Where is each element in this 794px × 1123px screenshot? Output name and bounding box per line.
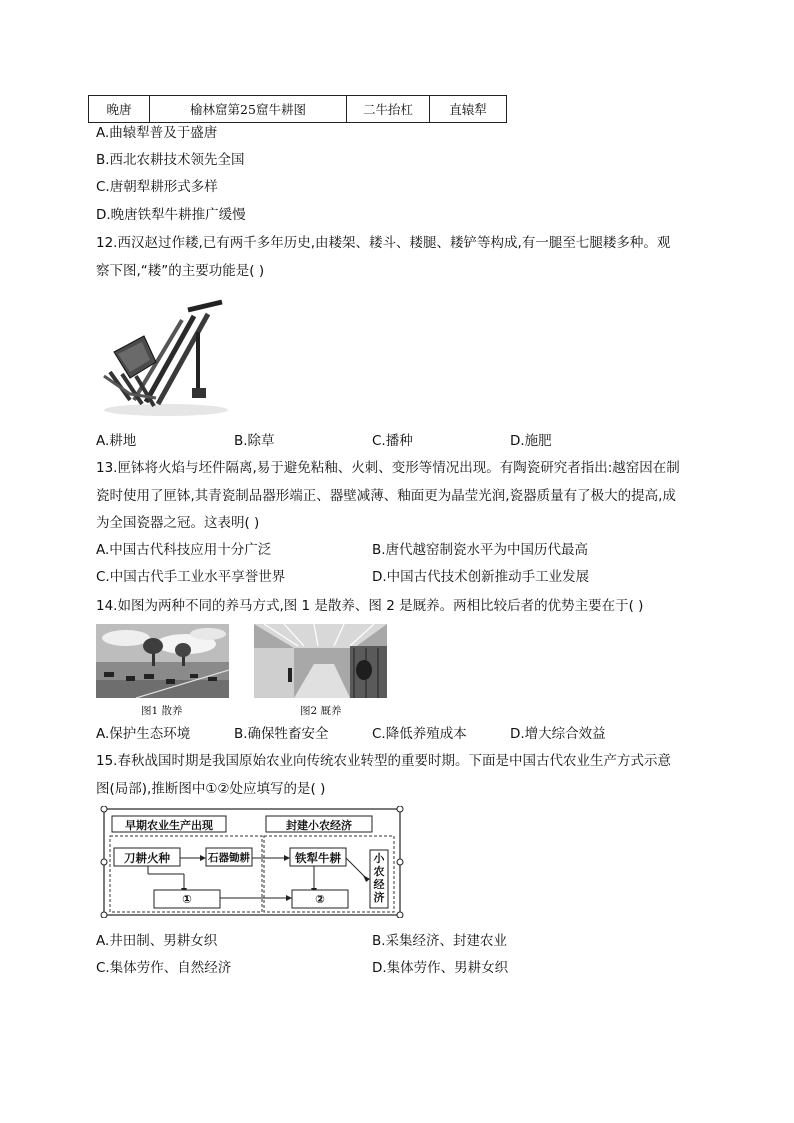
agriculture-diagram [100, 806, 404, 918]
q13-stem-line2: 瓷时使用了匣钵,其青瓷制品器形端正、器壁减薄、釉面更为晶莹光润,瓷器质量有了极大的提高,成 [96, 488, 676, 504]
table-cell-method: 二牛抬杠 [347, 96, 430, 123]
diagram-vertical-char: 小 [373, 852, 385, 865]
q13-stem-line3: 为全国瓷器之冠。这表明( ) [96, 515, 260, 531]
diagram-blank-2: ② [315, 892, 325, 906]
figure1-caption: 图1 散养 [141, 705, 183, 717]
seed-drill-image [96, 292, 236, 420]
q13-option-c[interactable]: C.中国古代手工业水平享誉世界 [96, 569, 286, 585]
q15-stem-line2: 图(局部),推断图中①②处应填写的是( ) [96, 781, 326, 797]
q12-stem-line1: 12.西汉赵过作耧,已有两千多年历史,由耧架、耧斗、耧腿、耧铲等构成,有一腿至七腿耧多种。观 [96, 235, 671, 251]
table-cell-source: 榆林窟第25窟牛耕图 [150, 96, 347, 123]
diagram-box-stone-hoe: 石器锄耕 [208, 852, 250, 864]
q11-option-d[interactable]: D.晚唐铁犁牛耕推广缓慢 [96, 207, 246, 223]
q15-option-c[interactable]: C.集体劳作、自然经济 [96, 960, 232, 976]
q12-option-d[interactable]: D.施肥 [510, 433, 552, 449]
q12-option-a[interactable]: A.耕地 [96, 433, 137, 449]
q13-option-b[interactable]: B.唐代越窑制瓷水平为中国历代最高 [372, 542, 589, 558]
q13-option-d[interactable]: D.中国古代技术创新推动手工业发展 [372, 569, 590, 585]
q13-option-a[interactable]: A.中国古代科技应用十分广泛 [96, 542, 272, 558]
diagram-left-title: 早期农业生产出现 [125, 819, 213, 832]
q12-option-b[interactable]: B.除草 [234, 433, 275, 449]
diagram-right-title: 封建小农经济 [286, 819, 352, 832]
diagram-blank-1: ① [182, 892, 192, 906]
q13-stem-line1: 13.匣钵将火焰与坯件隔离,易于避免粘釉、火刺、变形等情况出现。有陶瓷研究者指出:越窑因在制 [96, 460, 680, 476]
q11-option-c[interactable]: C.唐朝犁耕形式多样 [96, 179, 218, 195]
q15-option-b[interactable]: B.采集经济、封建农业 [372, 933, 508, 949]
q14-option-a[interactable]: A.保护生态环境 [96, 726, 191, 742]
figure2-caption: 图2 厩养 [300, 705, 342, 717]
diagram-vertical-char: 农 [373, 865, 385, 878]
q12-stem-line2: 察下图,“耧”的主要功能是( ) [96, 263, 265, 279]
q11-option-a[interactable]: A.曲辕犁普及于盛唐 [96, 125, 218, 141]
diagram-box-slash-burn: 刀耕火种 [124, 851, 170, 865]
table-row [89, 96, 507, 123]
q14-option-b[interactable]: B.确保牲畜安全 [234, 726, 329, 742]
q15-stem-line1: 15.春秋战国时期是我国原始农业向传统农业转型的重要时期。下面是中国古代农业生产方式示意 [96, 753, 671, 769]
table-cell-plow: 直辕犁 [430, 96, 507, 123]
stable-horses-photo [254, 624, 387, 698]
diagram-box-iron-plow: 铁犁牛耕 [295, 851, 341, 865]
diagram-small-peasant-economy [370, 852, 388, 904]
table-cell-period: 晚唐 [89, 96, 150, 123]
q14-option-c[interactable]: C.降低养殖成本 [372, 726, 467, 742]
diagram-vertical-char: 经 [373, 878, 385, 891]
q15-option-d[interactable]: D.集体劳作、男耕女织 [372, 960, 509, 976]
q15-option-a[interactable]: A.井田制、男耕女织 [96, 933, 218, 949]
q11-table [88, 95, 507, 123]
q11-option-b[interactable]: B.西北农耕技术领先全国 [96, 152, 245, 168]
q12-option-c[interactable]: C.播种 [372, 433, 413, 449]
q14-stem: 14.如图为两种不同的养马方式,图 1 是散养、图 2 是厩养。两相比较后者的优势主要在于( ) [96, 598, 644, 614]
diagram-vertical-char: 济 [373, 891, 385, 904]
q14-option-d[interactable]: D.增大综合效益 [510, 726, 606, 742]
free-range-horses-photo [96, 624, 229, 698]
